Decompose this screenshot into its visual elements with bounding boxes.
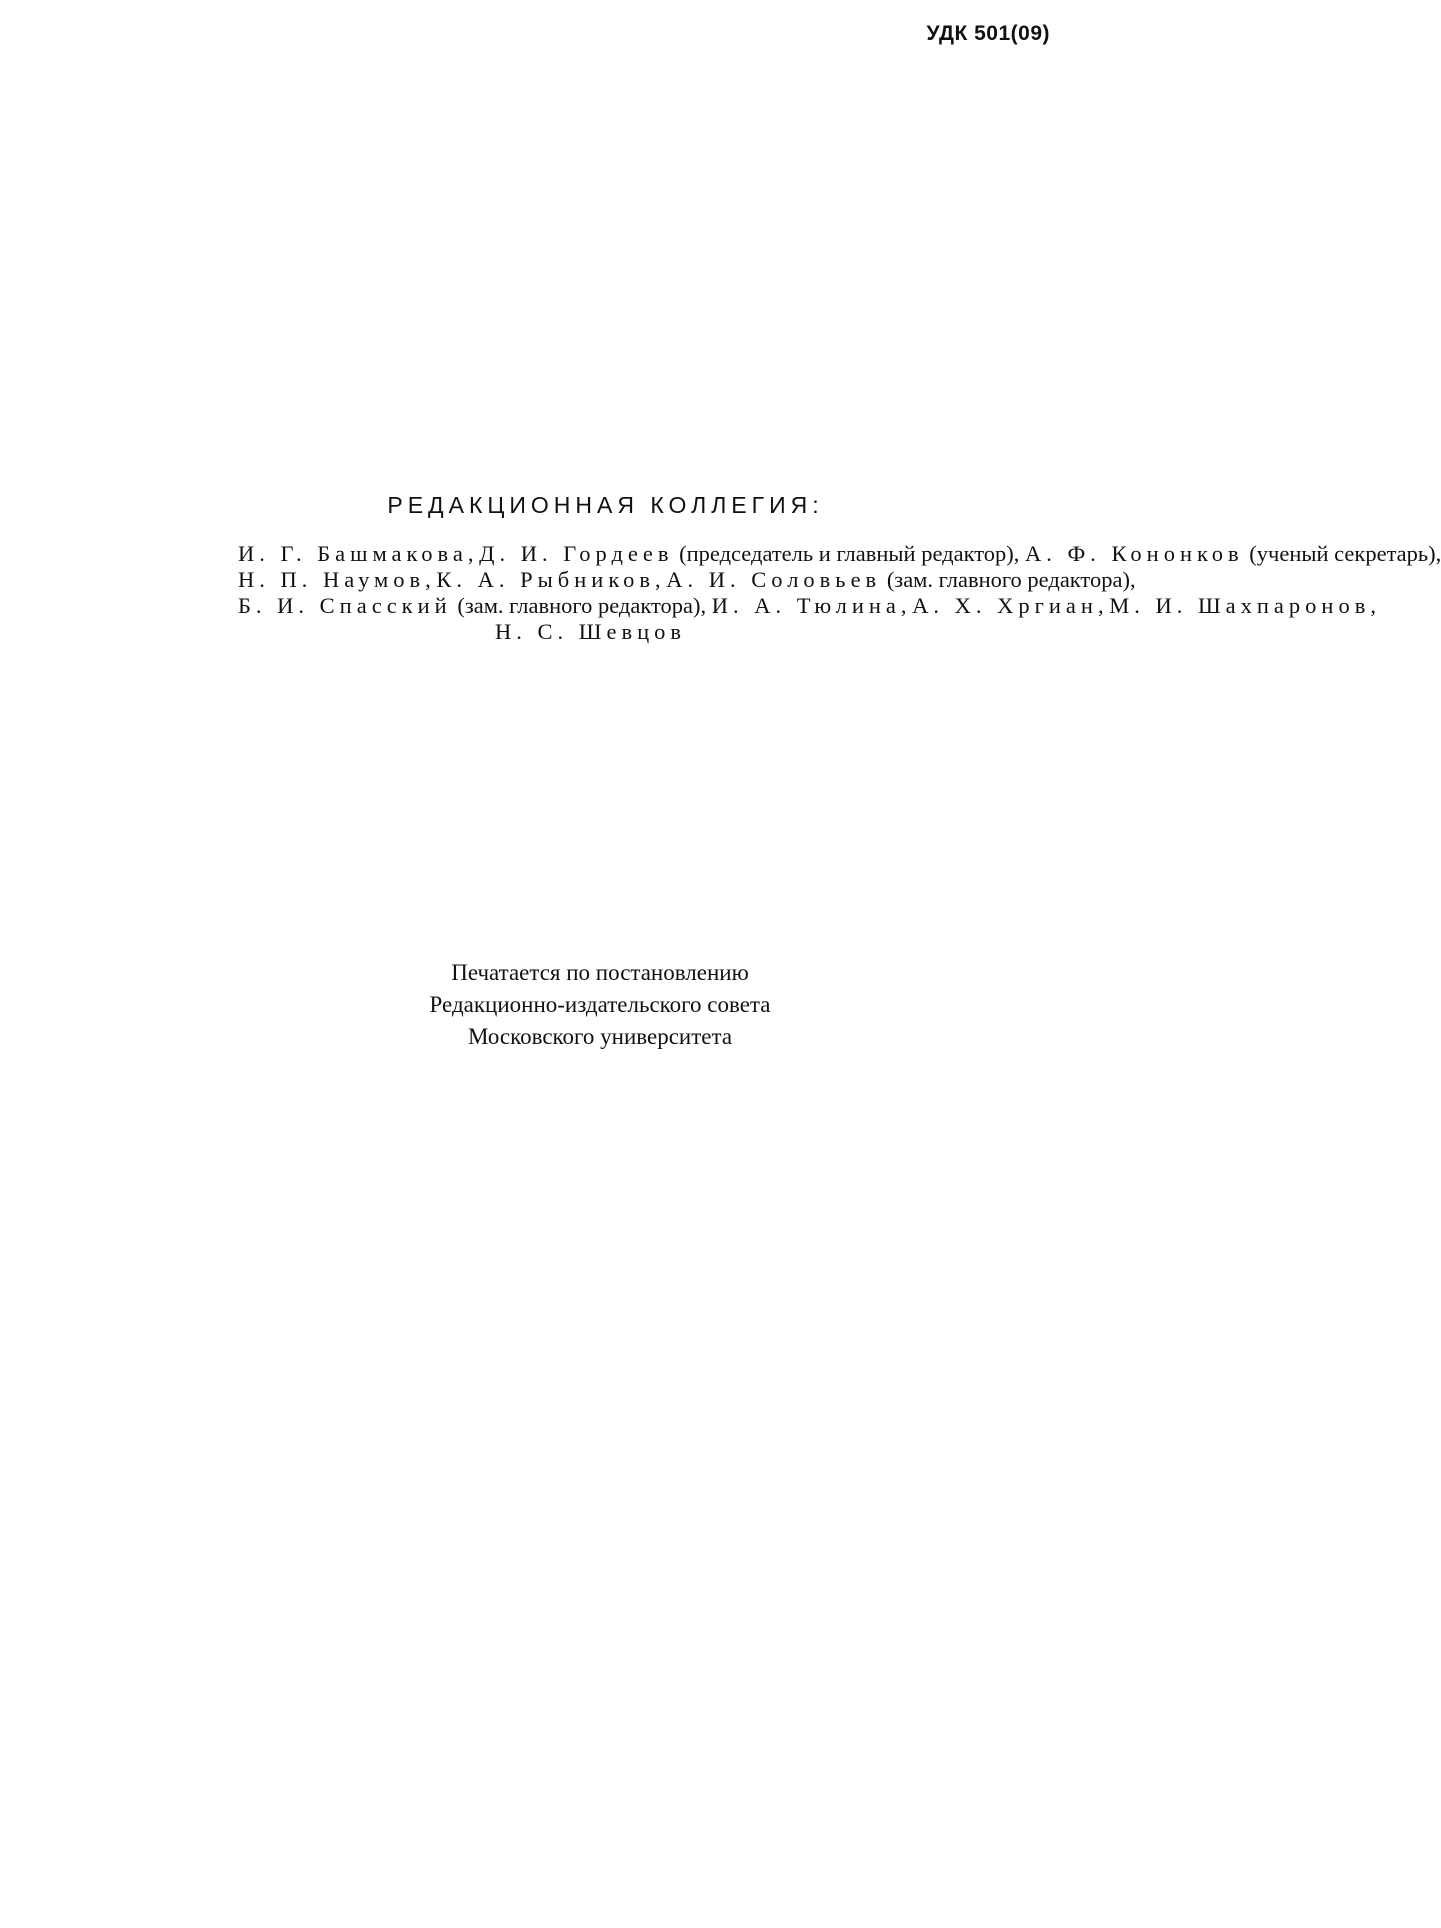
member-name: Д. И. Гордеев [479,541,674,566]
imprint-line-1: Печатается по постановлению [451,960,749,985]
editorial-board [238,492,1441,645]
imprint-notice [300,957,900,1053]
member-name: К. А. Рыбников [436,567,655,592]
board-line-1: И. Г. Башмакова, Д. И. Гордеев (председатель и главный редактор), А. Ф. Кононков (ученый секретарь), [238,541,1441,566]
member-role: (председатель и главный редактор) [679,541,1014,566]
board-line-4 [238,619,943,645]
member-name: Б. И. Спасский [238,593,452,618]
member-name: А. Ф. Кононков [1025,541,1244,566]
member-name: М. И. Шахпаронов [1109,593,1371,618]
member-name: А. И. Соловьев [666,567,882,592]
board-line-2: Н. П. Наумов, К. А. Рыбников, А. И. Соловьев (зам. главного редактора), [238,567,1136,592]
member-name: Н. П. Наумов [238,567,426,592]
board-line-3: Б. И. Спасский (зам. главного редактора), И. А. Тюлина, А. Х. Хргиан, М. И. Шахпаронов, [238,593,1376,618]
editorial-board-members [238,541,1441,645]
member-role: (зам. главного редактора) [457,593,701,618]
member-name: И. А. Тюлина [711,593,901,618]
member-name: А. Х. Хргиан [912,593,1098,618]
editorial-board-heading: РЕДАКЦИОННАЯ КОЛЛЕГИЯ: [387,492,824,518]
imprint-line-2: Редакционно-издательского совета [429,992,771,1017]
member-role: (ученый секретарь) [1249,541,1436,566]
udc-code: УДК 501(09) [926,22,1050,45]
imprint-line-3: Московского университета [467,1024,733,1049]
member-role: (зам. главного редактора) [886,567,1130,592]
member-name: И. Г. Башмакова [238,541,468,566]
member-name: Н. С. Шевцов [495,619,686,644]
